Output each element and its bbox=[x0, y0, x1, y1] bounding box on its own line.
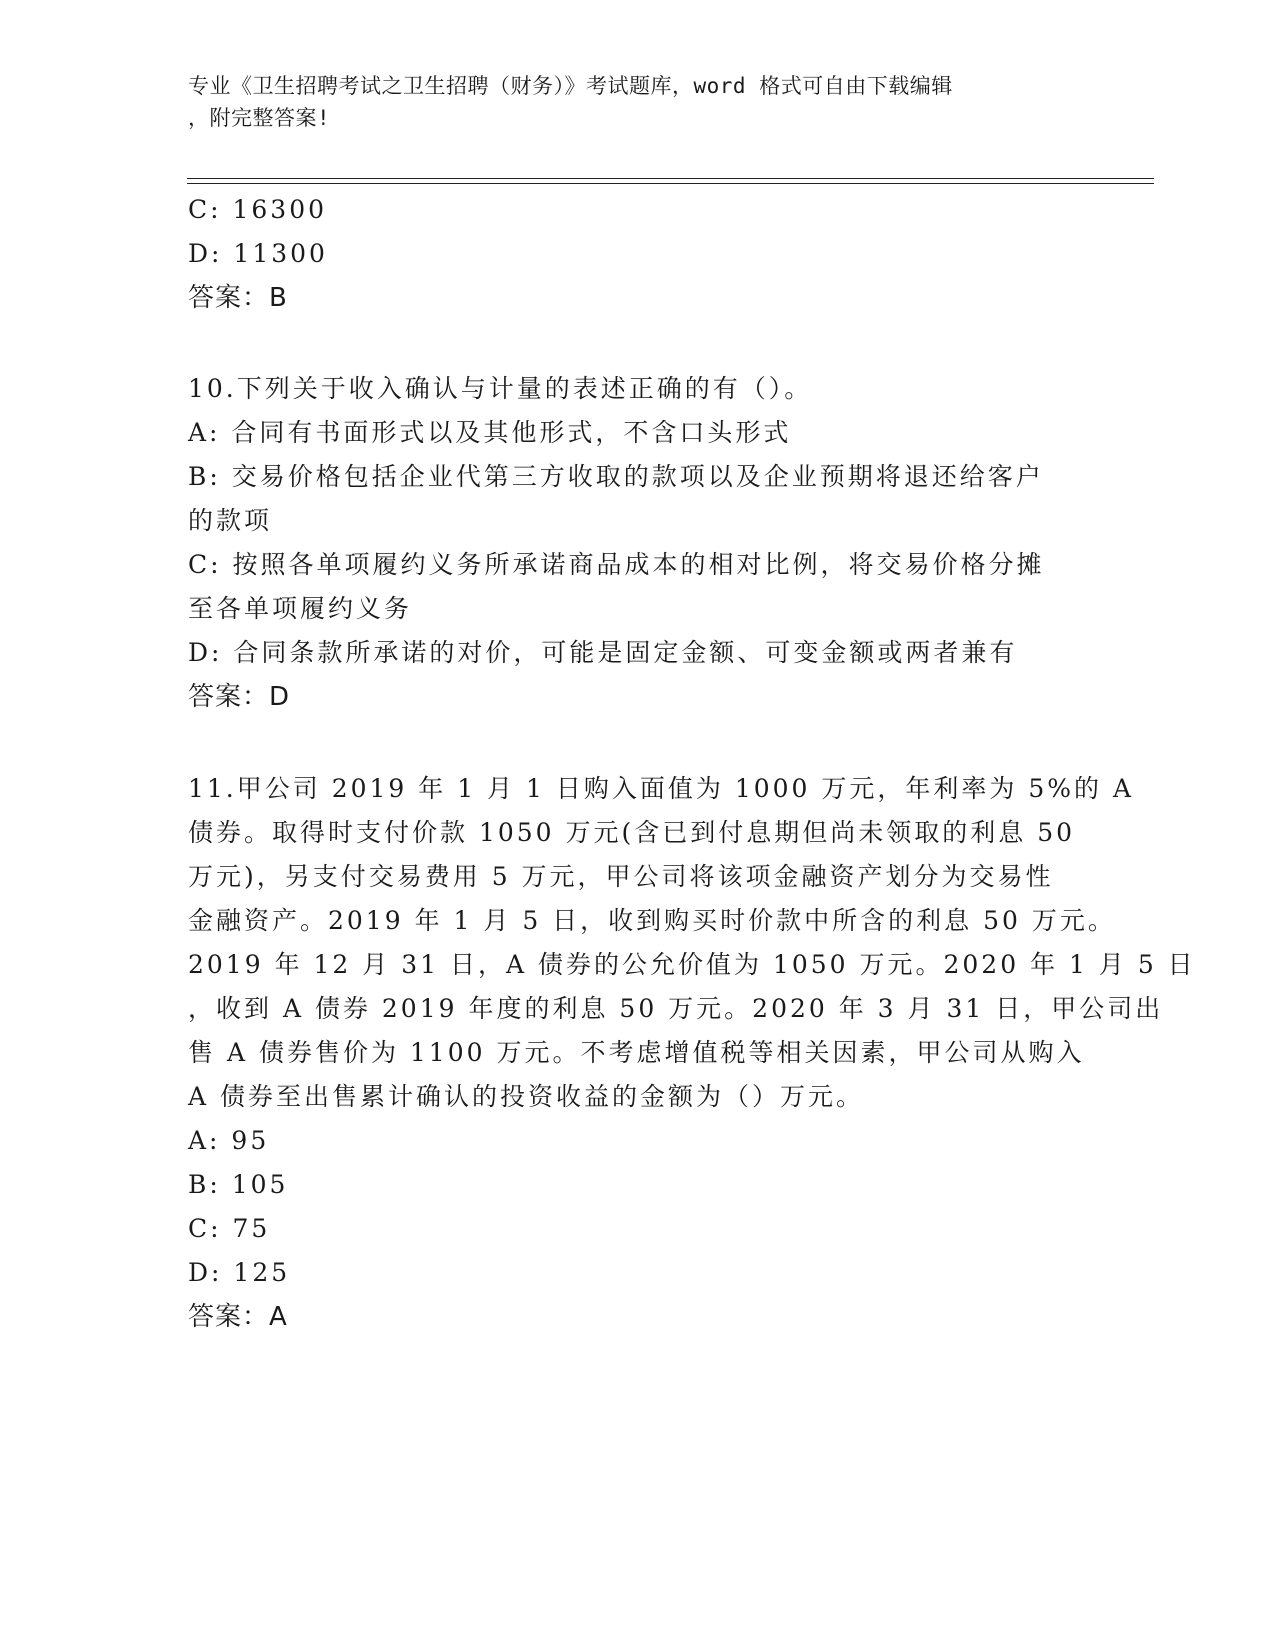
header-line-1: 专业《卫生招聘考试之卫生招聘（财务）》考试题库，word 格式可自由下载编辑 bbox=[188, 74, 953, 98]
q10-option-b-line-1: B: 交易价格包括企业代第三方收取的款项以及企业预期将退还给客户 bbox=[188, 462, 1044, 491]
q11-stem-line-6: ，收到 A 债券 2019 年度的利息 50 万元。2020 年 3 月 31 日，甲公司出 bbox=[188, 994, 1164, 1023]
q11-stem-line-5: 2019 年 12 月 31 日，A 债券的公允价值为 1050 万元。2020 年 1 月 5 日 bbox=[188, 950, 1196, 979]
q11-stem-line-3: 万元)，另支付交易费用 5 万元，甲公司将该项金融资产划分为交易性 bbox=[188, 862, 1054, 891]
q10-stem: 10.下列关于收入确认与计量的表述正确的有（）。 bbox=[188, 374, 813, 403]
q10-option-d: D: 合同条款所承诺的对价，可能是固定金额、可变金额或两者兼有 bbox=[188, 638, 1018, 667]
q9-option-d: D: 11300 bbox=[188, 239, 328, 268]
q10-option-a: A: 合同有书面形式以及其他形式，不含口头形式 bbox=[188, 418, 792, 447]
q10-answer: 答案：D bbox=[188, 682, 291, 712]
q10-option-c-line-2: 至各单项履约义务 bbox=[188, 594, 413, 623]
document-header bbox=[188, 70, 1088, 134]
q11-stem-line-2: 债券。取得时支付价款 1050 万元(含已到付息期但尚未领取的利息 50 bbox=[188, 818, 1076, 847]
q11-answer: 答案：A bbox=[188, 1302, 288, 1332]
header-divider-top bbox=[187, 178, 1154, 179]
q11-stem-line-8: A 债券至出售累计确认的投资收益的金额为（）万元。 bbox=[188, 1082, 865, 1111]
q10-option-c-line-1: C: 按照各单项履约义务所承诺商品成本的相对比例，将交易价格分摊 bbox=[188, 550, 1045, 579]
q11-stem-line-7: 售 A 债券售价为 1100 万元。不考虑增值税等相关因素，甲公司从购入 bbox=[188, 1038, 1085, 1067]
q11-option-c: C: 75 bbox=[188, 1214, 271, 1243]
q10-option-b-line-2: 的款项 bbox=[188, 506, 273, 535]
q9-answer: 答案：B bbox=[188, 283, 288, 313]
q11-option-d: D: 125 bbox=[188, 1258, 291, 1287]
header-line-2: ，附完整答案! bbox=[188, 106, 331, 130]
q11-option-a: A: 95 bbox=[188, 1126, 270, 1155]
q9-option-c: C: 16300 bbox=[188, 195, 328, 224]
q11-stem-line-1: 11.甲公司 2019 年 1 月 1 日购入面值为 1000 万元，年利率为 5%的 A bbox=[188, 774, 1135, 803]
q11-stem-line-4: 金融资产。2019 年 1 月 5 日，收到购买时价款中所含的利息 50 万元。 bbox=[188, 906, 1116, 935]
header-divider-bottom bbox=[187, 183, 1154, 184]
q11-option-b: B: 105 bbox=[188, 1170, 289, 1199]
